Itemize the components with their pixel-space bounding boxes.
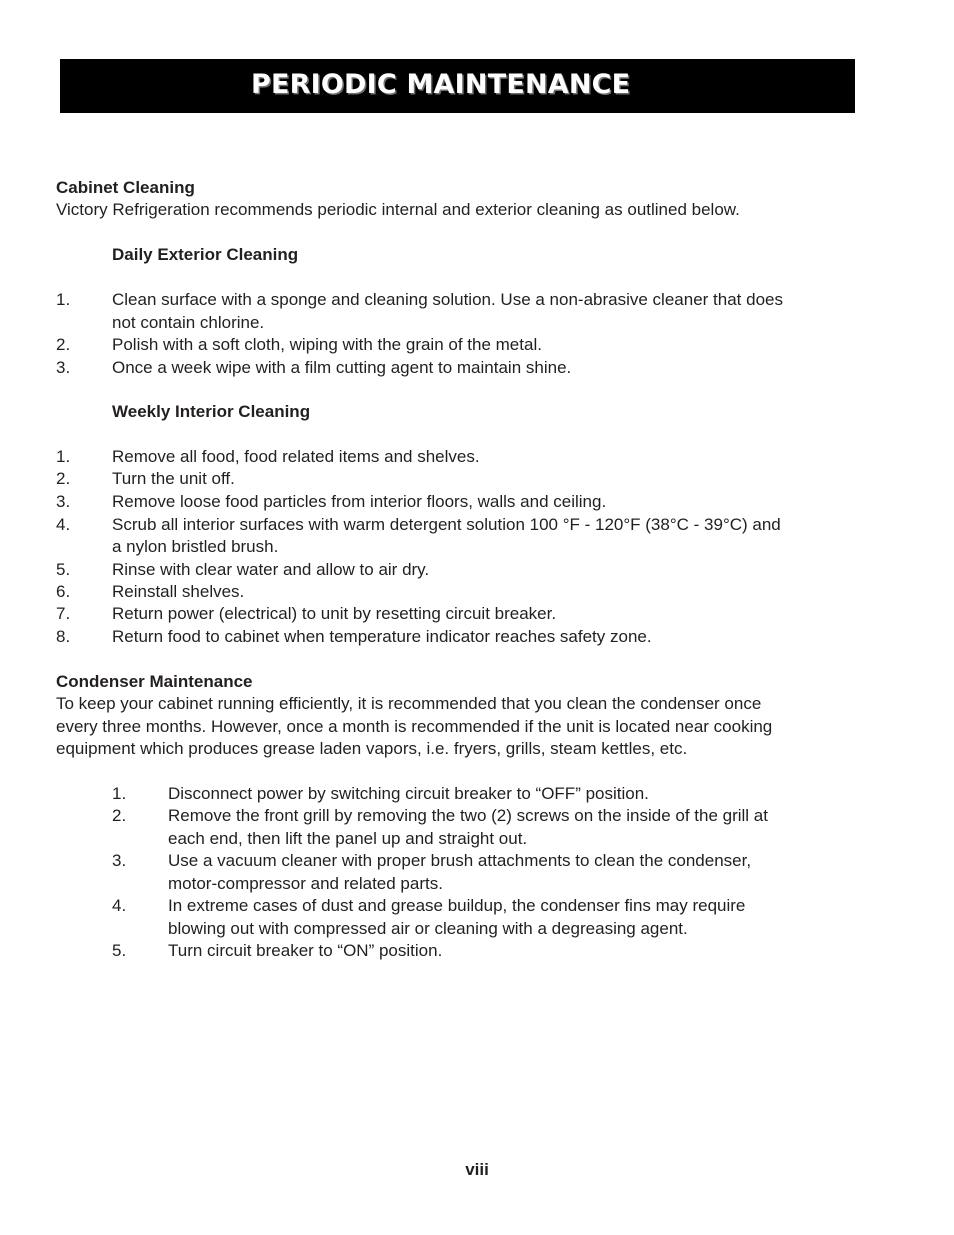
list-item-text: Clean surface with a sponge and cleaning solution. Use a non-abrasive cleaner that does xyxy=(112,290,783,309)
list-item-text: Turn the unit off. xyxy=(112,469,235,488)
list-item-text: Return food to cabinet when temperature indicator reaches safety zone. xyxy=(112,627,652,646)
list-item-text: Scrub all interior surfaces with warm detergent solution 100 °F - 120°F (38°C - 39°C) and xyxy=(112,515,781,534)
list-item-number: 4. xyxy=(56,515,71,534)
list-item-number: 3. xyxy=(56,358,71,377)
list-item-number: 3. xyxy=(56,492,71,511)
list-item-text: Turn circuit breaker to “ON” position. xyxy=(168,941,443,960)
list-item-number: 1. xyxy=(56,447,71,466)
list-item-text: motor-compressor and related parts. xyxy=(168,874,443,893)
cabinet-cleaning-heading: Cabinet Cleaning xyxy=(56,178,195,197)
condenser-intro-line: To keep your cabinet running efficiently, it is recommended that you clean the condenser once xyxy=(56,694,762,713)
list-item-number: 2. xyxy=(112,806,127,825)
list-item-text: Polish with a soft cloth, wiping with the grain of the metal. xyxy=(112,335,542,354)
list-item-text: Once a week wipe with a film cutting agent to maintain shine. xyxy=(112,358,572,377)
list-item-text: not contain chlorine. xyxy=(112,313,265,332)
list-item-text: each end, then lift the panel up and straight out. xyxy=(168,829,528,848)
list-item-text: Use a vacuum cleaner with proper brush attachments to clean the condenser, xyxy=(168,851,752,870)
list-item-number: 3. xyxy=(112,851,127,870)
condenser-heading: Condenser Maintenance xyxy=(56,672,253,691)
condenser-intro-line: equipment which produces grease laden vapors, i.e. fryers, grills, steam kettles, etc. xyxy=(56,739,688,758)
list-item-number: 5. xyxy=(56,560,71,579)
list-item-text: Remove all food, food related items and shelves. xyxy=(112,447,480,466)
list-item-number: 7. xyxy=(56,604,71,623)
page-title: PERIODIC MAINTENANCE xyxy=(251,69,631,100)
list-item-text: a nylon bristled brush. xyxy=(112,537,279,556)
list-item-text: Remove loose food particles from interior floors, walls and ceiling. xyxy=(112,492,607,511)
list-item-text: Return power (electrical) to unit by resetting circuit breaker. xyxy=(112,604,557,623)
list-item-text: Reinstall shelves. xyxy=(112,582,245,601)
section-banner xyxy=(60,59,855,113)
list-item-number: 6. xyxy=(56,582,71,601)
list-item-number: 8. xyxy=(56,627,71,646)
list-item-number: 2. xyxy=(56,335,71,354)
condenser-intro-line: every three months. However, once a month is recommended if the unit is located near cooking xyxy=(56,717,773,736)
weekly-interior-heading: Weekly Interior Cleaning xyxy=(112,402,311,421)
list-item-text: Disconnect power by switching circuit breaker to “OFF” position. xyxy=(168,784,649,803)
page-number: viii xyxy=(465,1160,489,1179)
list-item-number: 1. xyxy=(56,290,71,309)
list-item-number: 2. xyxy=(56,469,71,488)
list-item-number: 5. xyxy=(112,941,127,960)
cabinet-cleaning-intro: Victory Refrigeration recommends periodic internal and exterior cleaning as outlined below. xyxy=(56,200,740,219)
list-item-text: Rinse with clear water and allow to air dry. xyxy=(112,560,430,579)
list-item-text: In extreme cases of dust and grease buildup, the condenser fins may require xyxy=(168,896,746,915)
list-item-text: Remove the front grill by removing the two (2) screws on the inside of the grill at xyxy=(168,806,768,825)
list-item-number: 4. xyxy=(112,896,127,915)
list-item-number: 1. xyxy=(112,784,127,803)
daily-exterior-heading: Daily Exterior Cleaning xyxy=(112,245,299,264)
list-item-text: blowing out with compressed air or cleaning with a degreasing agent. xyxy=(168,919,688,938)
